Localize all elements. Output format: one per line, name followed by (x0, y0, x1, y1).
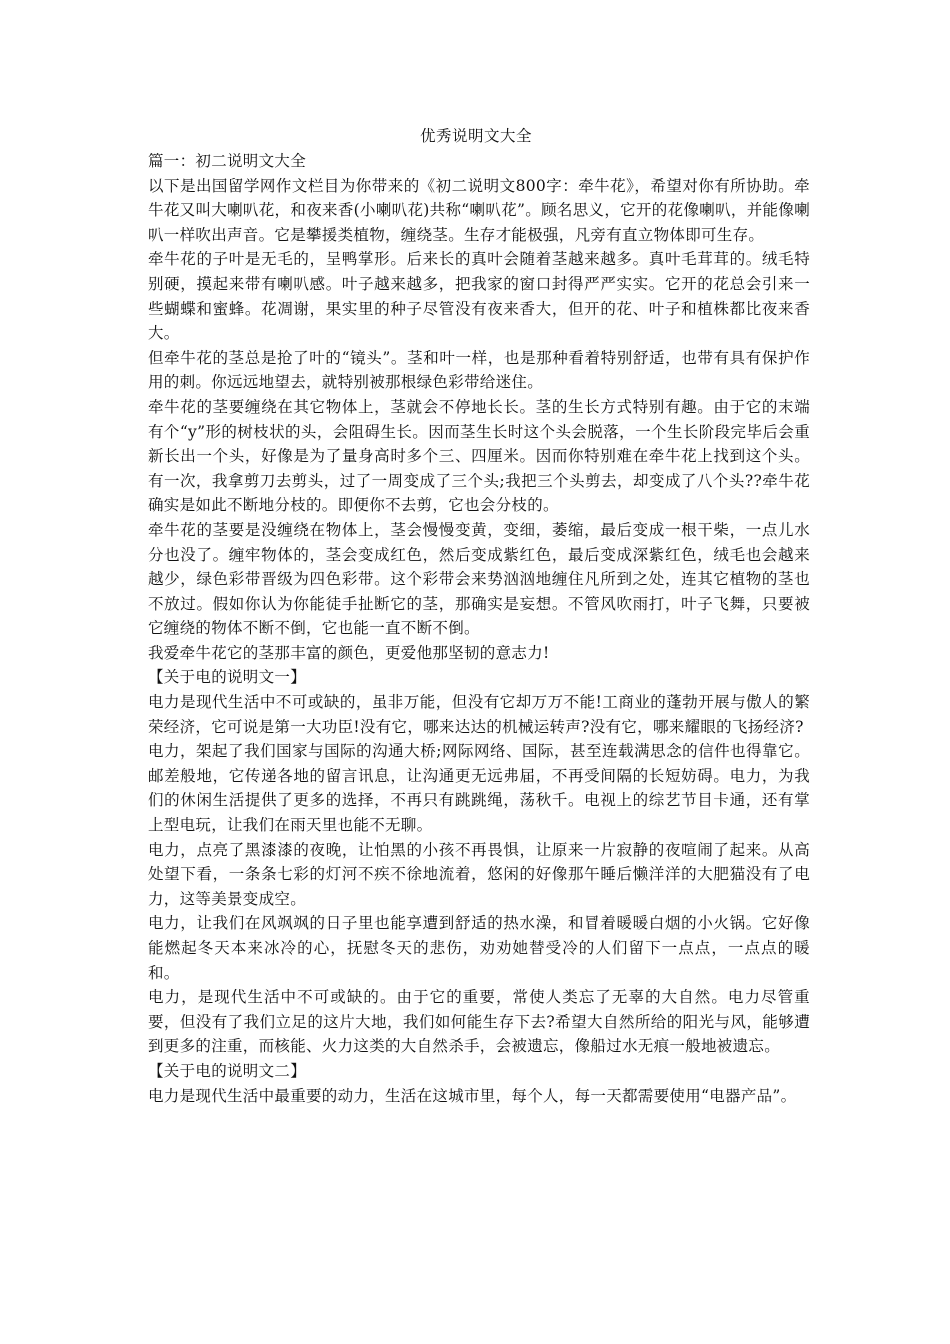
paragraph: 电力是现代生活中最重要的动力，生活在这城市里，每个人，每一天都需要使用“电器产品”。 (148, 1086, 797, 1105)
paragraph: 电力，是现代生活中不可或缺的。由于它的重要，常使人类忘了无辜的大自然。电力尽管重要，但没有了我们立足的这片大地，我们如何能生存下去?希望大自然所给的阳光与风，能够遭到更多的注重，而核能、火力这类的大自然杀手，会被遗忘，像船过水无痕一般地被遗忘。 (148, 988, 810, 1056)
paragraph: 电力是现代生活中不可或缺的，虽非万能，但没有它却万万不能!工商业的蓬勃开展与傲人的繁荣经济，它可说是第一大功臣!没有它，哪来达达的机械运转声?没有它，哪来耀眼的飞扬经济? (148, 693, 810, 736)
document-title: 优秀说明文大全 (419, 127, 532, 145)
section-heading: 篇一：初二说明文大全 (148, 152, 307, 170)
paragraph: 电力，让我们在风飒飒的日子里也能享遭到舒适的热水澡，和冒着暖暖白烟的小火锅。它好像能燃起冬天本来冰冷的心，抚慰冬天的悲伤，劝劝她替受冷的人们留下一点点，一点点的暖和。 (148, 914, 810, 982)
paragraph: 电力，点亮了黑漆漆的夜晚，让怕黑的小孩不再畏惧，让原来一片寂静的夜喧闹了起来。从高处望下看，一条条七彩的灯河不疾不徐地流着，悠闲的好像那午睡后懒洋洋的大肥猫没有了电力，这等美景变成空。 (148, 840, 810, 908)
paragraph: 牵牛花的子叶是无毛的，呈鸭掌形。后来长的真叶会随着茎越来越多。真叶毛茸茸的。绒毛特别硬，摸起来带有喇叭感。叶子越来越多，把我家的窗口封得严严实实。它开的花总会引来一些蝴蝶和蜜蜂。花凋谢，果实里的种子尽管没有夜来香大，但开的花、叶子和植株都比夜来香大。 (148, 250, 810, 343)
paragraph: 以下是出国留学网作文栏目为你带来的《初二说明文800字：牵牛花》，希望对你有所协助。牵牛花又叫大喇叭花，和夜来香(小喇叭花)共称“喇叭花”。顾名思义，它开的花像喇叭，并能像喇叭一样吹出声音。它是攀援类植物，缠绕茎。生存才能极强，凡旁有直立物体即可生存。 (148, 176, 810, 244)
paragraph: 电力，架起了我们国家与国际的沟通大桥;网际网络、国际，甚至连载满思念的信件也得靠它。邮差般地，它传递各地的留言讯息，让沟通更无远弗届，不再受间隔的长短妨碍。电力，为我们的休闲生活提供了更多的选择，不再只有跳跳绳，荡秋千。电视上的综艺节目卡通，还有掌上型电玩，让我们在雨天里也能不无聊。 (148, 742, 810, 835)
document-body (142, 149, 810, 1108)
paragraph: 但牵牛花的茎总是抢了叶的“镜头”。茎和叶一样，也是那种看着特别舒适，也带有具有保护作用的刺。你远远地望去，就特别被那根绿色彩带给迷住。 (148, 348, 810, 392)
paragraph: 我爱牵牛花它的茎那丰富的颜色，更爱他那坚韧的意志力! (148, 643, 550, 662)
section-heading: 【关于电的说明文一】 (148, 668, 307, 687)
document-page (142, 124, 810, 1108)
section-heading: 【关于电的说明文二】 (148, 1061, 307, 1080)
paragraph: 牵牛花的茎要缠绕在其它物体上，茎就会不停地长长。茎的生长方式特别有趣。由于它的末端有个“y”形的树枝状的头，会阻碍生长。因而茎生长时这个头会脱落，一个生长阶段完毕后会重新长出一个头，好像是为了量身高时多个三、四厘米。因而你特别难在牵牛花上找到这个头。有一次，我拿剪刀去剪头，过了一周变成了三个头;我把三个头剪去，却变成了八个头??牵牛花确实是如此不断地分枝的。即便你不去剪，它也会分枝的。 (148, 397, 810, 515)
paragraph: 牵牛花的茎要是没缠绕在物体上，茎会慢慢变黄，变细，萎缩，最后变成一根干柴，一点儿水分也没了。缠牢物体的，茎会变成红色，然后变成紫红色，最后变成深紫红色，绒毛也会越来越少，绿色彩带晋级为四色彩带。这个彩带会来势汹汹地缠住凡所到之处，连其它植物的茎也不放过。假如你认为你能徒手扯断它的茎，那确实是妄想。不管风吹雨打，叶子飞舞，只要被它缠绕的物体不断不倒，它也能一直不断不倒。 (148, 520, 810, 638)
